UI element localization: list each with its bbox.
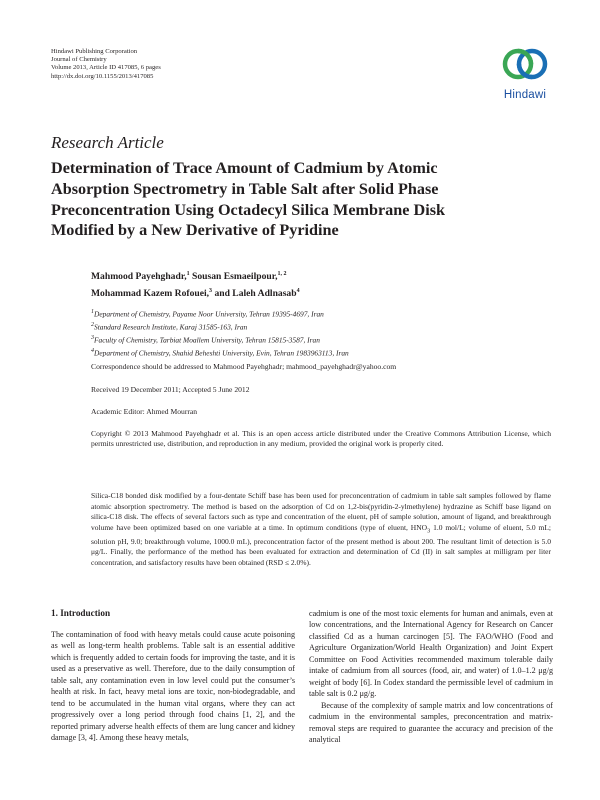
copyright-notice: Copyright © 2013 Mahmood Payehghadr et al. This is an open access article distributed under the Creative Commons Attribution License, which permits unrestricted use, distribution, and reproduction in any medium, provided the original work is properly cited.: [91, 429, 551, 448]
abstract: [91, 491, 551, 568]
author-name: Mahmood Payehghadr,: [91, 271, 187, 283]
author-name: Sousan Esmaeilpour,: [189, 271, 278, 283]
author-affil-mark: 1: [186, 271, 190, 277]
section-heading: 1. Introduction: [51, 608, 111, 618]
affiliation-number: 4: [91, 348, 94, 355]
hindawi-logo-icon: [497, 44, 553, 88]
paragraph: Because of the complexity of sample matrix and low concentrations of cadmium in the environmental samples, preconcentration and matrix-removal steps are required to guarantee the accuracy and precision of the analytical: [309, 700, 553, 744]
author-list: [91, 267, 511, 301]
affiliation-number: 1: [91, 309, 94, 315]
affiliations: [91, 307, 349, 359]
author-line: [91, 267, 511, 284]
paragraph: The contamination of food with heavy metals could cause acute poisoning as well as long-term health problems. Table salt is an essential additive which is frequently added to certain foods for improving the taste, and it is used as a preservative as well. Therefore, due to the daily consumption of table salt, any contamination even in low level could put the consumer’s health at risk. In fact, heavy metal ions are toxic, non-biodegradable, and tend to be accumulated in the human vital organs, where they can act progressively over a long period through food chains [1, 2], and the reported primary adverse health effects of them are lung cancer and kidney damage [3, 4]. Among these heavy metals,: [51, 630, 295, 743]
author-affil-mark: 1, 2: [277, 271, 287, 277]
affiliation: [91, 320, 349, 333]
paragraph: cadmium is one of the most toxic elements for human and animals, even at low concentrations, and the International Agency for Research on Cancer classified Cd as a human carcinogen [5]. The FAO/WHO (Food and Agriculture Organization/World Health Organization) and Joint Expert Committee on Food Activities recommended maximum tolerable daily intake of cadmium from all sources (food, air, and water) of 1.0–1.2 μg/g weight of body [6]. In Codex standard the permissible level of cadmium in table salt is 0.2 μg/g.: [309, 609, 553, 699]
affiliation-text: Department of Chemistry, Shahid Beheshti University, Evin, Tehran 1983963113, Iran: [94, 348, 349, 358]
title-line: Preconcentration Using Octadecyl Silica Membrane Disk: [51, 200, 445, 219]
article-title: [51, 158, 521, 241]
abstract-text: Silica-C18 bonded disk modified by a four-dentate Schiff base has been used for preconcentration of cadmium in table salt samples followed by flame atomic absorption spectrometry. The method is based on the adsorption of Cd on 1,2-bis(pyridin-2-ylmethylene) hydrazine as Schiff base ligand on silica-C18 disk. The effects of several factors such as type and concentration of the eluent, pH of sample solution, amount of ligand, and breakthrough volume have been optimized based on one variable at a time. In optimum conditions (type of eluent, HNO: [91, 491, 551, 532]
affiliation-text: Department of Chemistry, Payame Noor University, Tehran 19395-4697, Iran: [94, 309, 324, 319]
hindawi-logo: [497, 44, 553, 106]
title-line: Modified by a New Derivative of Pyridine: [51, 221, 339, 240]
author-affil-mark: 4: [296, 288, 300, 295]
affiliation: [91, 333, 349, 346]
affiliation: [91, 346, 349, 359]
abstract-subscript: 3: [427, 527, 431, 534]
logo-wordmark: Hindawi: [503, 89, 547, 101]
doi-link[interactable]: http://dx.doi.org/10.1155/2013/417085: [51, 72, 154, 80]
affiliation-text: Faculty of Chemistry, Tarbiat Moallem University, Tehran 15815-3587, Iran: [94, 335, 320, 345]
volume-info: Volume 2013, Article ID 417085, 6 pages: [51, 64, 161, 72]
affiliation-text: Standard Research Institute, Karaj 31585-163, Iran: [94, 322, 248, 332]
affiliation-number: 3: [91, 335, 94, 342]
author-name: and Laleh Adlnasab: [212, 288, 297, 300]
journal-name: Journal of Chemistry: [51, 56, 107, 64]
abstract-text: 1.0 mol/L; volume of eluent, 5.0 mL; solution pH, 9.0; breakthrough volume, 1000.0 mL), preconcentration factor of the present method is about 200. The resultant limit of detection is 5.0 μg/L. Finally, the performance of the method has been evaluated for extraction and determination of Cd (II) in salt samples at milligram per liter concentration, and satisfactory results have been obtained (RSD ≤ 2.0%).: [91, 522, 551, 567]
received-dates: Received 19 December 2011; Accepted 5 June 2012: [91, 385, 250, 394]
correspondence: Correspondence should be addressed to Mahmood Payehghadr; mahmood_payehghadr@yahoo.com: [91, 362, 397, 371]
title-line: Absorption Spectrometry in Table Salt after Solid Phase: [51, 179, 439, 198]
affiliation: [91, 307, 349, 320]
affiliation-number: 2: [91, 322, 94, 329]
author-line: [91, 284, 511, 301]
publisher-name: Hindawi Publishing Corporation: [51, 48, 138, 55]
body-column-left: [51, 629, 295, 744]
academic-editor: Academic Editor: Ahmed Mourran: [91, 407, 198, 416]
publication-info: [51, 48, 161, 81]
title-line: Determination of Trace Amount of Cadmium by Atomic: [51, 159, 438, 177]
article-type: Research Article: [51, 133, 164, 152]
body-column-right: [309, 608, 553, 745]
author-name: Mohammad Kazem Rofouei,: [91, 288, 210, 300]
author-affil-mark: 3: [209, 288, 213, 295]
